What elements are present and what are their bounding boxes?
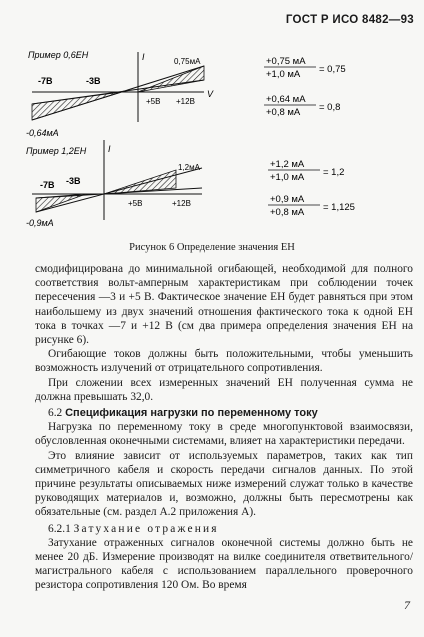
formula-4 bbox=[268, 194, 355, 218]
formula-3-num: +1,2 мА bbox=[270, 159, 305, 170]
tick-plus12-2: +12В bbox=[172, 199, 191, 208]
formula-4-result: = 1,125 bbox=[323, 202, 355, 213]
paragraph-4: Нагрузка по переменному току в среде многопунктовой взаимосвязи, обусловленная оконечными системами, влияет на характеристики передачи. bbox=[35, 421, 413, 448]
bottom-current-1: -0,64мА bbox=[26, 128, 59, 138]
page-header: ГОСТ Р ИСО 8482—93 bbox=[285, 14, 414, 26]
section-6-2-1-number: 6.2.1 bbox=[48, 522, 71, 535]
v-label-1: V bbox=[207, 89, 214, 99]
section-6-2-title: Спецификация нагрузки по переменному току bbox=[65, 407, 318, 420]
tick-plus5-1: +5В bbox=[146, 97, 161, 106]
formula-3-den: +1,0 мА bbox=[270, 172, 305, 183]
formula-2-den: +0,8 мА bbox=[266, 107, 301, 118]
top-current-2: 1,2мА bbox=[178, 163, 200, 172]
formula-2-num: +0,64 мА bbox=[266, 94, 306, 105]
section-6-2-number: 6.2 bbox=[48, 407, 63, 420]
tick-minus3-2: -3В bbox=[66, 176, 81, 186]
section-6-2-1-heading bbox=[35, 522, 413, 536]
upper-envelope-1 bbox=[32, 66, 204, 120]
formula-2 bbox=[264, 94, 340, 118]
tick-minus3-1: -3В bbox=[86, 76, 101, 86]
formula-3-result: = 1,2 bbox=[323, 167, 345, 178]
section-6-2-heading bbox=[35, 406, 413, 420]
formula-1-result: = 0,75 bbox=[319, 64, 346, 75]
tick-plus5-2: +5В bbox=[128, 199, 143, 208]
body-text bbox=[35, 262, 413, 593]
paragraph-6: Затухание отраженных сигналов оконечной системы должно быть не менее 20 дБ. Измерение производят на вилке соединителя ответвительного/магистрального кабеля с использованием параллельного проверочного резистора сопротивления 120 Ом. Во время bbox=[35, 536, 413, 592]
top-current-1: 0,75мА bbox=[174, 57, 201, 66]
tick-minus7-2: -7В bbox=[40, 180, 55, 190]
paragraph-5: Это влияние зависит от используемых параметров, таких как тип симметричного кабеля и скорость передачи сигналов данных. По этой причине результаты описываемых ниже измерений служат только в качестве руководящих материалов и, возможно, должны быть пересмотрены как обязательные (см. раздел А.2 приложения А). bbox=[35, 449, 413, 519]
formula-3 bbox=[268, 159, 344, 183]
section-6-2-1-title: Затухание отражения bbox=[73, 522, 219, 535]
paragraph-2: Огибающие токов должны быть положительными, чтобы уменьшить возможность излучений от отрицательного сопротивления. bbox=[35, 348, 413, 375]
paragraph-3: При сложении всех измеренных значений ЕН полученная сумма не должна превышать 32,0. bbox=[35, 376, 413, 403]
formula-1-num: +0,75 мА bbox=[266, 56, 306, 67]
i-label-2: I bbox=[108, 144, 111, 154]
formula-4-num: +0,9 мА bbox=[270, 194, 305, 205]
formula-1 bbox=[264, 56, 346, 80]
example-2-plot bbox=[26, 140, 202, 228]
example-2-title: Пример 1,2ЕН bbox=[26, 146, 87, 156]
formula-4-den: +0,8 мА bbox=[270, 207, 305, 218]
tick-plus12-1: +12В bbox=[176, 97, 195, 106]
page-number: 7 bbox=[404, 598, 410, 612]
figure-svg bbox=[26, 44, 416, 240]
formula-2-result: = 0,8 bbox=[319, 102, 341, 113]
example-1-plot bbox=[26, 50, 214, 138]
figure-caption: Рисунок 6 Определение значения ЕН bbox=[129, 242, 295, 253]
formula-1-den: +1,0 мА bbox=[266, 69, 301, 80]
figure-6 bbox=[26, 44, 416, 245]
i-label-1: I bbox=[142, 52, 145, 62]
paragraph-1: смодифицирована до минимальной огибающей, необходимой для полного соответствия вольт-амперным характеристикам при соблюдении точек пересечения —3 и +5 В. Фактическое значение ЕН будет равняться при этом наибольшему из двух значений отношения фактического тока к одной ЕН тока в точках —7 и +12 В (см два примера определения значения ЕН на рисунке 6). bbox=[35, 263, 413, 347]
bottom-current-2: -0,9мА bbox=[26, 218, 54, 228]
example-1-title: Пример 0,6ЕН bbox=[28, 50, 89, 60]
tick-minus7-1: -7В bbox=[38, 76, 53, 86]
